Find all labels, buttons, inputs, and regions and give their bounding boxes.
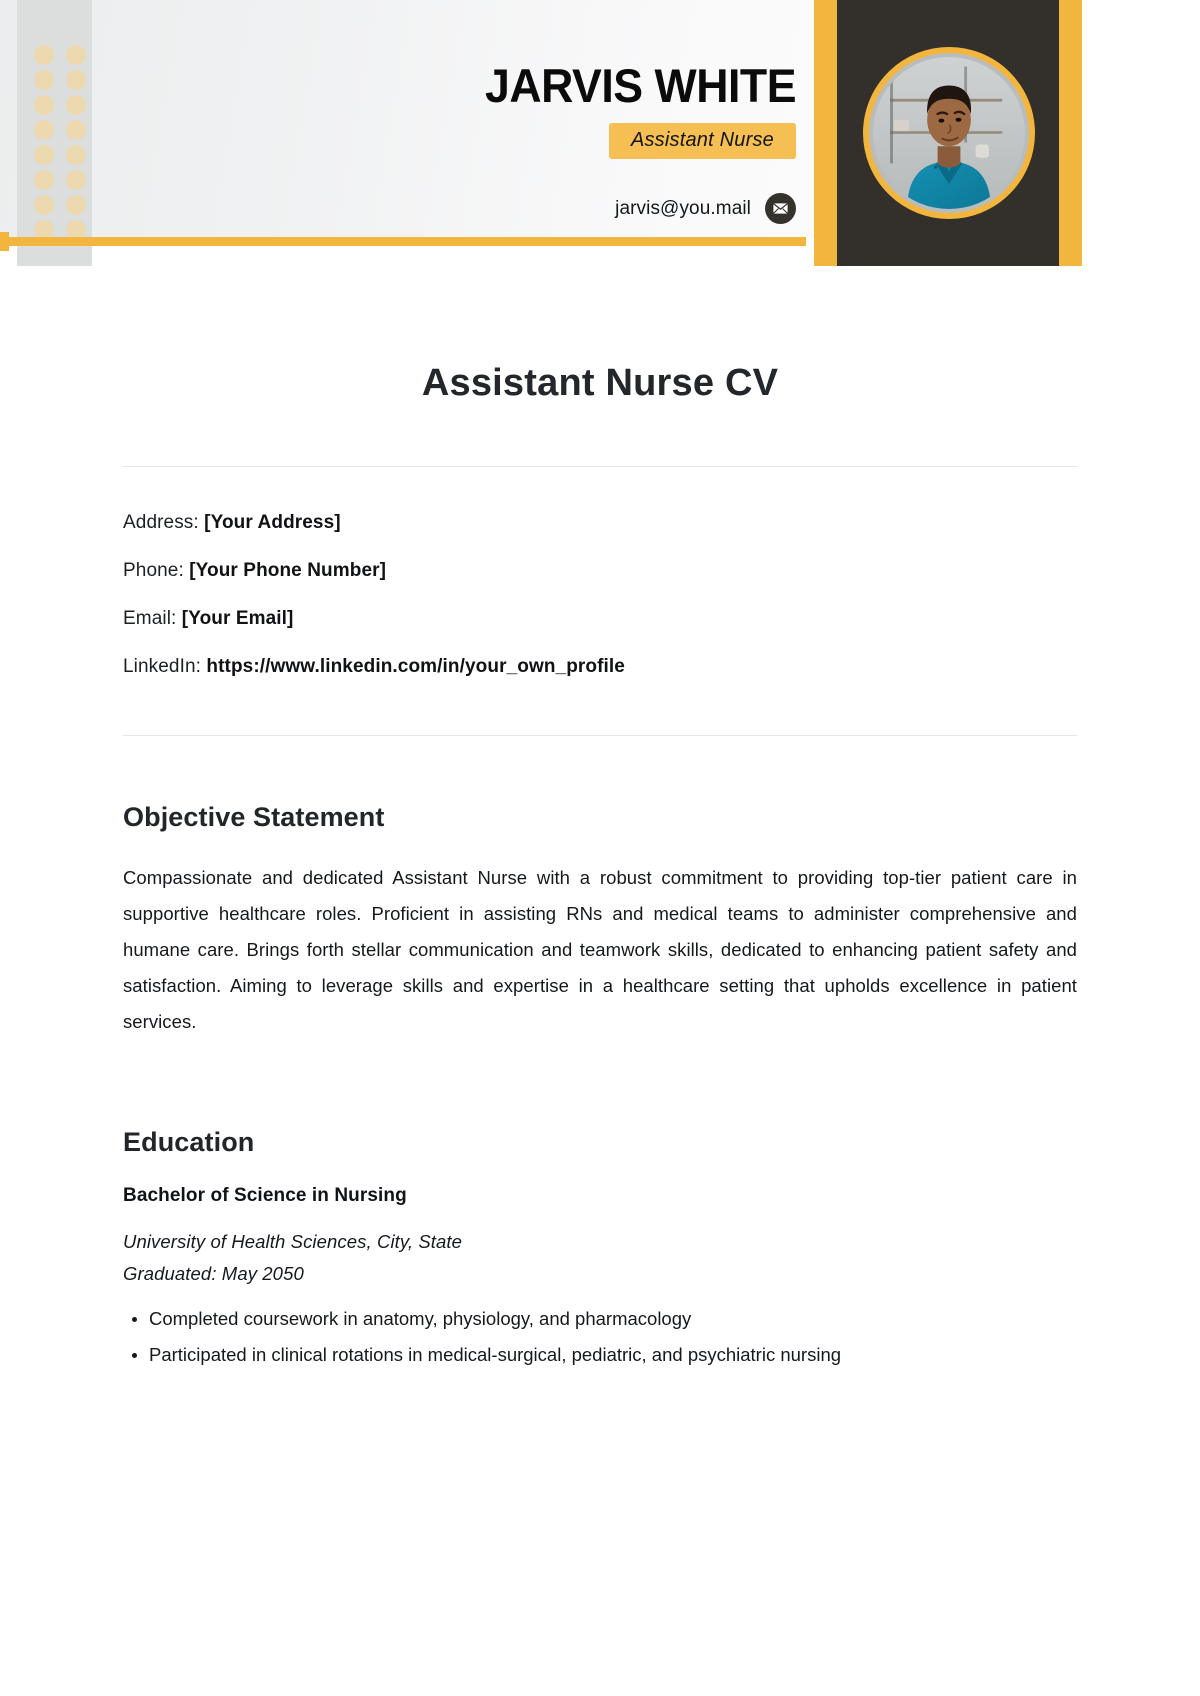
section-objective [123,802,1077,1040]
contact-linkedin-label: LinkedIn: [123,656,202,677]
contact-address-label: Address: [123,512,199,533]
cv-header [0,0,1200,266]
avatar-image [873,57,1025,209]
dot [66,70,86,90]
identity-block [276,59,796,224]
dot-pattern-group-bottom [34,145,88,242]
contact-linkedin [123,656,1077,678]
cv-body [0,266,1200,1373]
dot [66,120,86,140]
page-title: Assistant Nurse CV [421,362,779,404]
dot [34,195,54,215]
header-email-row [276,193,796,224]
divider-bottom [123,735,1077,736]
dot [34,45,54,65]
dot [66,45,86,65]
objective-heading: Objective Statement [123,802,385,832]
envelope-icon[interactable] [765,193,796,224]
dot [34,170,54,190]
contact-phone [123,560,1077,582]
education-graduated: Graduated: May 2050 [123,1263,304,1284]
contact-block [123,512,1077,678]
list-item: Participated in clinical rotations in medical-surgical, pediatric, and psychiatric nursing [149,1337,1077,1373]
avatar [863,47,1035,219]
accent-bar-left [814,0,837,266]
education-degree: Bachelor of Science in Nursing [123,1185,407,1206]
role-badge: Assistant Nurse [609,123,796,159]
education-heading: Education [123,1127,255,1157]
contact-linkedin-value[interactable]: https://www.linkedin.com/in/your_own_profile [206,656,625,677]
divider-top [123,466,1077,467]
contact-address [123,512,1077,534]
dot [34,70,54,90]
portrait-illustration [873,57,1025,209]
dot [66,95,86,115]
contact-phone-label: Phone: [123,560,184,581]
dot [34,120,54,140]
contact-phone-value: [Your Phone Number] [189,560,387,581]
dot [66,145,86,165]
section-education [123,1127,1077,1373]
contact-email-label: Email: [123,608,177,629]
dot [66,195,86,215]
sections-column [0,802,1200,1373]
header-accent-rule [0,237,806,246]
person-name: JARVIS WHITE [484,59,796,112]
dot-pattern-group-top [34,45,88,142]
content-column [0,512,1200,678]
accent-bar-right [1059,0,1082,266]
contact-email-value: [Your Email] [181,608,294,629]
envelope-glyph [772,202,789,215]
objective-text: Compassionate and dedicated Assistant Nurse with a robust commitment to providing top-tier patient care in supportive healthcare roles. Proficient in assisting RNs and medical teams to administer comprehensive and humane care. Brings forth stellar communication and teamwork skills, dedicated to enhancing patient safety and satisfaction. Aiming to leverage skills and expertise in a healthcare setting that upholds excellence in patient services. [123,867,1077,1032]
dot [34,145,54,165]
contact-address-value: [Your Address] [204,512,341,533]
dot [34,95,54,115]
education-bullet-list [123,1301,1077,1373]
header-email-text: jarvis@you.mail [615,197,751,219]
list-item: Completed coursework in anatomy, physiology, and pharmacology [149,1301,1077,1337]
education-institution: University of Health Sciences, City, State [123,1231,463,1252]
contact-email [123,608,1077,630]
dot [66,170,86,190]
